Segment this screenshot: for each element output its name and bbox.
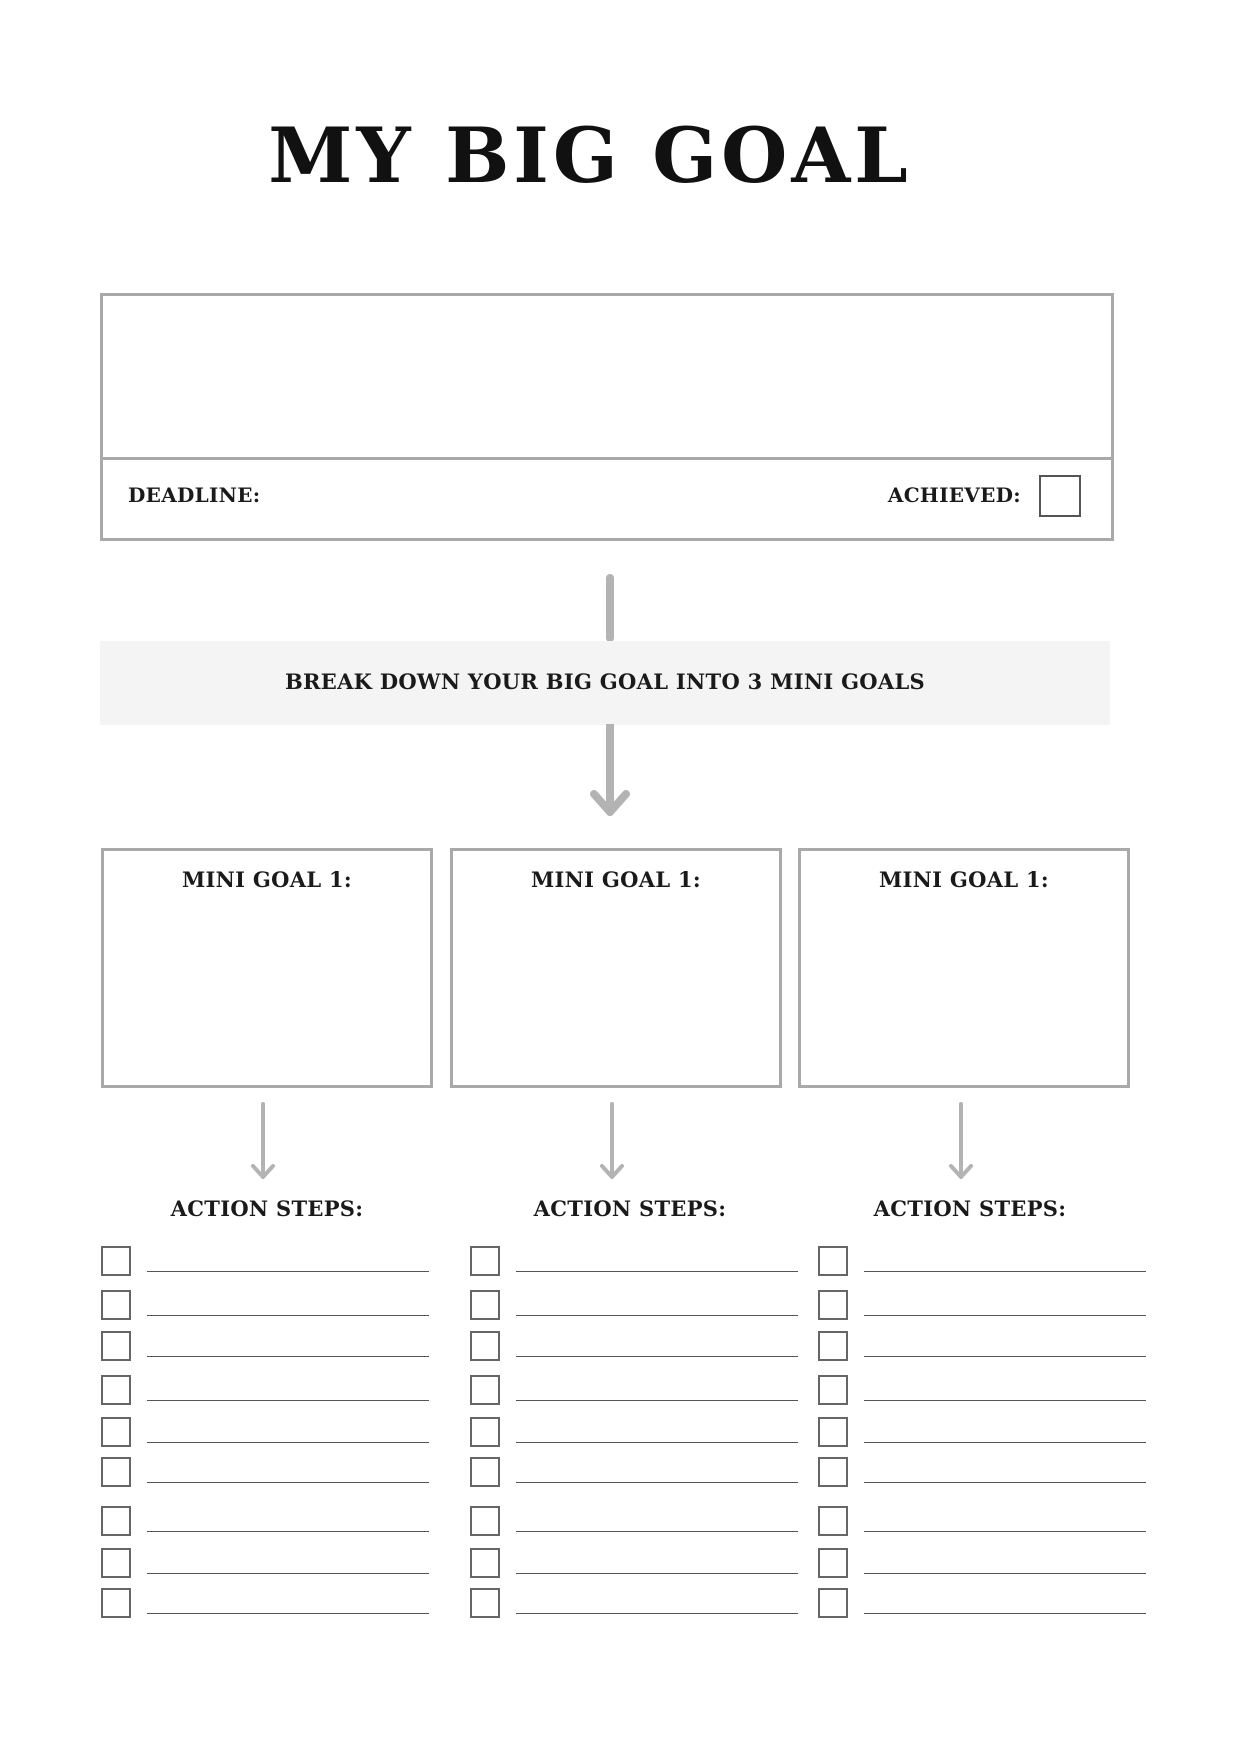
action-step-checkbox[interactable] — [470, 1246, 500, 1276]
action-step-line[interactable] — [516, 1271, 798, 1272]
down-arrow-icon — [946, 1102, 976, 1182]
action-step-checkbox[interactable] — [818, 1457, 848, 1487]
action-step-row — [101, 1457, 431, 1489]
action-step-line[interactable] — [864, 1573, 1146, 1574]
mini-goal-label-1: MINI GOAL 1: — [182, 867, 352, 892]
action-step-row — [101, 1246, 431, 1278]
mini-goal-label-2: MINI GOAL 1: — [531, 867, 701, 892]
action-step-row — [818, 1331, 1148, 1363]
action-step-line[interactable] — [147, 1400, 429, 1401]
action-step-row — [101, 1375, 431, 1407]
connector-line — [606, 574, 614, 642]
action-step-checkbox[interactable] — [818, 1417, 848, 1447]
action-step-checkbox[interactable] — [101, 1588, 131, 1618]
action-step-row — [470, 1375, 800, 1407]
action-step-line[interactable] — [516, 1573, 798, 1574]
action-step-line[interactable] — [864, 1613, 1146, 1614]
action-step-line[interactable] — [864, 1400, 1146, 1401]
down-arrow-icon — [597, 1102, 627, 1182]
action-step-checkbox[interactable] — [818, 1290, 848, 1320]
action-steps-label-1: ACTION STEPS: — [170, 1196, 364, 1221]
action-step-line[interactable] — [147, 1356, 429, 1357]
action-step-line[interactable] — [516, 1315, 798, 1316]
action-step-checkbox[interactable] — [101, 1548, 131, 1578]
action-step-line[interactable] — [147, 1315, 429, 1316]
action-step-checkbox[interactable] — [470, 1506, 500, 1536]
instruction-banner — [100, 641, 1110, 725]
action-step-checkbox[interactable] — [470, 1457, 500, 1487]
action-step-row — [101, 1588, 431, 1620]
action-step-line[interactable] — [516, 1442, 798, 1443]
mini-goal-box-3[interactable] — [798, 848, 1130, 1088]
action-step-row — [818, 1506, 1148, 1538]
action-step-checkbox[interactable] — [818, 1506, 848, 1536]
action-step-row — [470, 1417, 800, 1449]
action-step-row — [818, 1588, 1148, 1620]
action-step-line[interactable] — [147, 1442, 429, 1443]
action-step-row — [818, 1246, 1148, 1278]
action-step-line[interactable] — [864, 1315, 1146, 1316]
action-step-row — [101, 1548, 431, 1580]
action-step-row — [470, 1506, 800, 1538]
action-step-row — [818, 1375, 1148, 1407]
action-step-checkbox[interactable] — [101, 1506, 131, 1536]
action-step-line[interactable] — [864, 1442, 1146, 1443]
action-step-checkbox[interactable] — [470, 1548, 500, 1578]
action-step-checkbox[interactable] — [818, 1331, 848, 1361]
action-step-checkbox[interactable] — [101, 1290, 131, 1320]
action-step-line[interactable] — [147, 1531, 429, 1532]
mini-goal-label-3: MINI GOAL 1: — [879, 867, 1049, 892]
action-step-row — [470, 1331, 800, 1363]
action-step-line[interactable] — [864, 1482, 1146, 1483]
action-step-checkbox[interactable] — [101, 1375, 131, 1405]
action-step-checkbox[interactable] — [470, 1417, 500, 1447]
action-step-checkbox[interactable] — [470, 1375, 500, 1405]
action-step-row — [101, 1506, 431, 1538]
action-step-checkbox[interactable] — [101, 1331, 131, 1361]
action-step-line[interactable] — [516, 1356, 798, 1357]
action-steps-label-3: ACTION STEPS: — [873, 1196, 1067, 1221]
achieved-checkbox[interactable] — [1039, 475, 1081, 517]
action-step-line[interactable] — [864, 1531, 1146, 1532]
page-title: MY BIG GOAL — [268, 111, 912, 200]
action-step-row — [818, 1457, 1148, 1489]
action-step-checkbox[interactable] — [470, 1331, 500, 1361]
action-step-row — [101, 1290, 431, 1322]
action-step-line[interactable] — [516, 1400, 798, 1401]
action-step-line[interactable] — [864, 1271, 1146, 1272]
action-step-row — [470, 1457, 800, 1489]
action-step-checkbox[interactable] — [470, 1290, 500, 1320]
action-step-checkbox[interactable] — [101, 1457, 131, 1487]
action-step-line[interactable] — [147, 1573, 429, 1574]
action-step-line[interactable] — [147, 1613, 429, 1614]
action-step-line[interactable] — [147, 1482, 429, 1483]
action-step-checkbox[interactable] — [101, 1246, 131, 1276]
action-step-row — [818, 1417, 1148, 1449]
action-step-checkbox[interactable] — [470, 1588, 500, 1618]
action-step-line[interactable] — [516, 1482, 798, 1483]
action-step-row — [470, 1290, 800, 1322]
action-steps-label-2: ACTION STEPS: — [533, 1196, 727, 1221]
action-step-row — [470, 1588, 800, 1620]
banner-text: BREAK DOWN YOUR BIG GOAL INTO 3 MINI GOALS — [284, 669, 926, 694]
action-step-row — [470, 1246, 800, 1278]
achieved-label: ACHIEVED: — [887, 483, 1021, 507]
mini-goal-box-2[interactable] — [450, 848, 782, 1088]
down-arrow-icon — [590, 724, 630, 819]
action-step-checkbox[interactable] — [101, 1417, 131, 1447]
action-step-checkbox[interactable] — [818, 1548, 848, 1578]
action-step-line[interactable] — [864, 1356, 1146, 1357]
action-step-row — [818, 1548, 1148, 1580]
action-step-checkbox[interactable] — [818, 1246, 848, 1276]
action-step-line[interactable] — [147, 1271, 429, 1272]
action-step-checkbox[interactable] — [818, 1375, 848, 1405]
down-arrow-icon — [248, 1102, 278, 1182]
action-step-line[interactable] — [516, 1613, 798, 1614]
action-step-row — [470, 1548, 800, 1580]
action-step-row — [101, 1331, 431, 1363]
action-step-row — [101, 1417, 431, 1449]
action-step-line[interactable] — [516, 1531, 798, 1532]
action-step-checkbox[interactable] — [818, 1588, 848, 1618]
big-goal-input-area[interactable] — [103, 296, 1111, 460]
action-step-row — [818, 1290, 1148, 1322]
big-goal-box — [100, 293, 1114, 541]
mini-goal-box-1[interactable] — [101, 848, 433, 1088]
deadline-label: DEADLINE: — [128, 483, 261, 507]
